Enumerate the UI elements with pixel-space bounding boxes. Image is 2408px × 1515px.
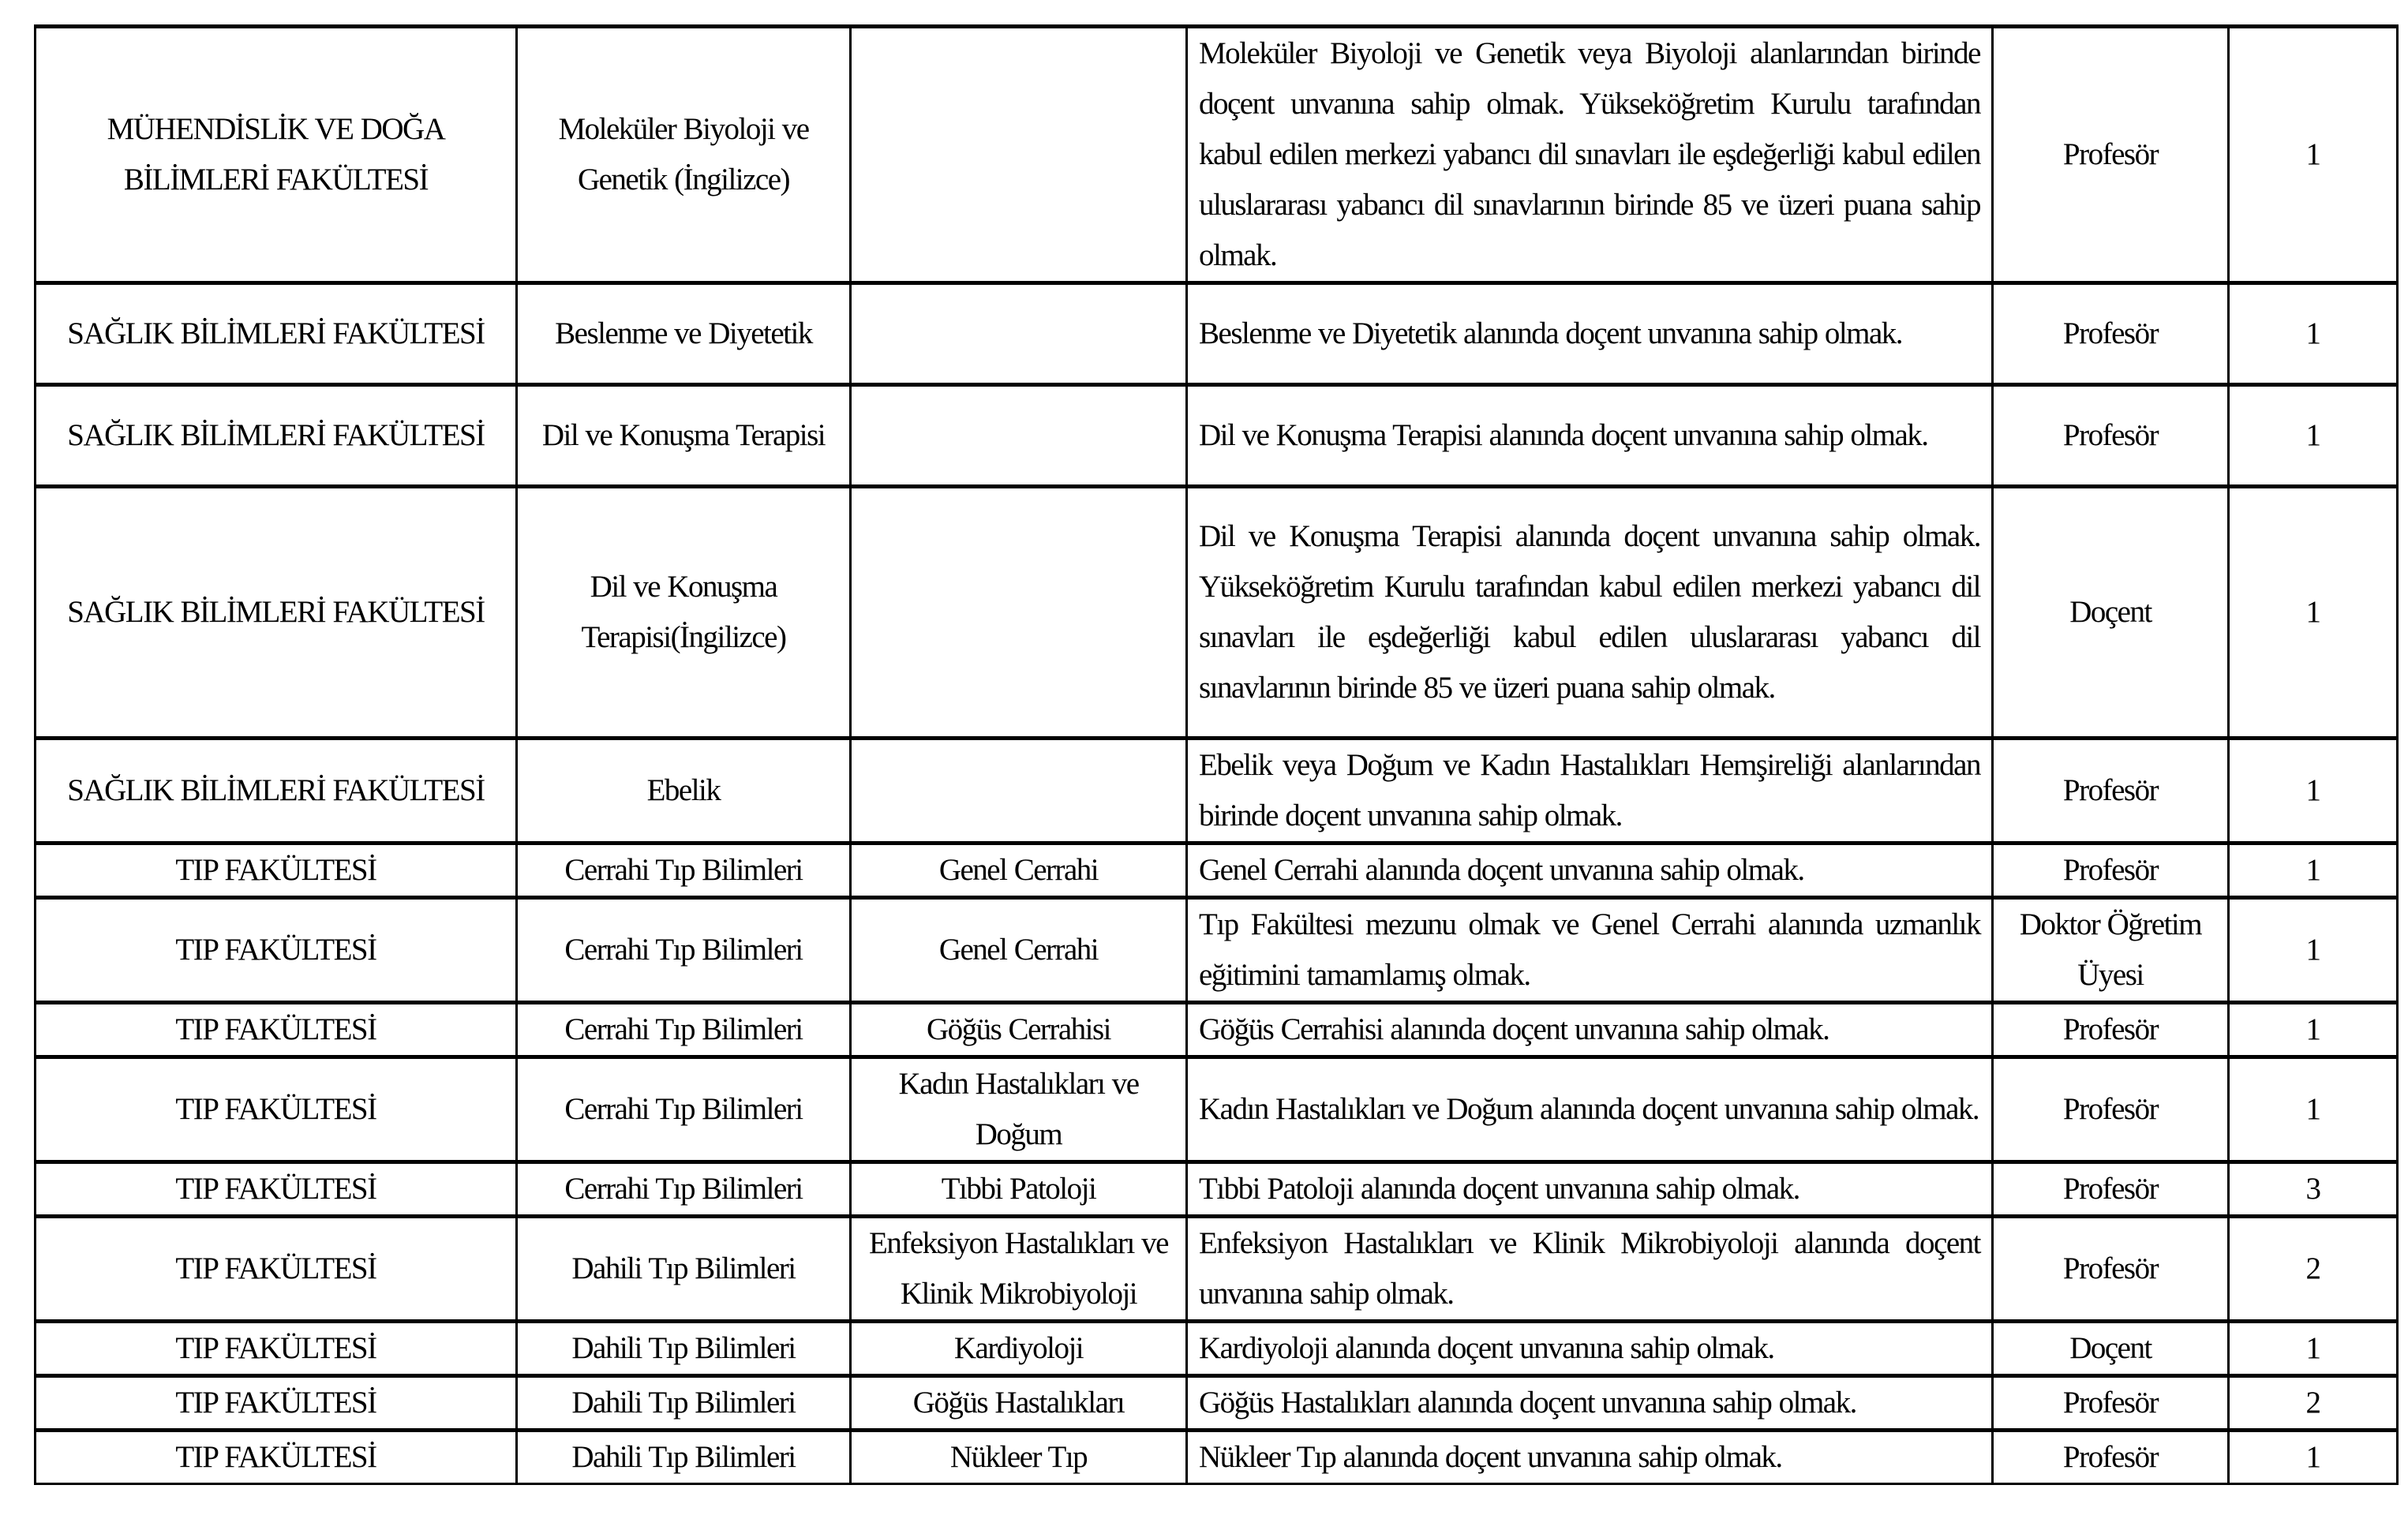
program-cell: Göğüs Hastalıkları	[851, 1376, 1187, 1431]
title-cell: Profesör	[1993, 283, 2229, 385]
requirement-cell: Tıbbi Patoloji alanında doçent unvanına sahip olmak.	[1187, 1162, 1993, 1217]
faculty-cell: SAĞLIK BİLİMLERİ FAKÜLTESİ	[36, 385, 517, 487]
table-body	[36, 27, 2398, 1484]
title-cell: Profesör	[1993, 1003, 2229, 1057]
table-row	[36, 385, 2398, 487]
faculty-cell: TIP FAKÜLTESİ	[36, 1162, 517, 1217]
table-row	[36, 1162, 2398, 1217]
program-cell	[851, 27, 1187, 283]
faculty-cell: TIP FAKÜLTESİ	[36, 1376, 517, 1431]
program-cell: Kardiyoloji	[851, 1322, 1187, 1376]
requirement-cell: Tıp Fakültesi mezunu olmak ve Genel Cerrahi alanında uzmanlık eğitimini tamamlamış olmak.	[1187, 898, 1993, 1003]
title-cell: Doktor Öğretim Üyesi	[1993, 898, 2229, 1003]
title-cell: Profesör	[1993, 1431, 2229, 1484]
title-cell: Profesör	[1993, 27, 2229, 283]
department-cell: Dahili Tıp Bilimleri	[517, 1322, 851, 1376]
title-cell: Profesör	[1993, 1376, 2229, 1431]
count-cell: 1	[2229, 1057, 2398, 1162]
department-cell: Ebelik	[517, 739, 851, 844]
department-cell: Cerrahi Tıp Bilimleri	[517, 1057, 851, 1162]
program-cell: Genel Cerrahi	[851, 898, 1187, 1003]
title-cell: Profesör	[1993, 1162, 2229, 1217]
requirement-cell: Beslenme ve Diyetetik alanında doçent unvanına sahip olmak.	[1187, 283, 1993, 385]
title-cell: Profesör	[1993, 1057, 2229, 1162]
title-cell: Profesör	[1993, 1217, 2229, 1322]
faculty-cell: TIP FAKÜLTESİ	[36, 1057, 517, 1162]
table-row	[36, 27, 2398, 283]
department-cell: Moleküler Biyoloji ve Genetik (İngilizce)	[517, 27, 851, 283]
count-cell: 1	[2229, 487, 2398, 739]
count-cell: 1	[2229, 385, 2398, 487]
program-cell	[851, 487, 1187, 739]
count-cell: 1	[2229, 283, 2398, 385]
program-cell: Göğüs Cerrahisi	[851, 1003, 1187, 1057]
count-cell: 1	[2229, 27, 2398, 283]
department-cell: Dahili Tıp Bilimleri	[517, 1431, 851, 1484]
table-row	[36, 844, 2398, 898]
count-cell: 1	[2229, 739, 2398, 844]
program-cell	[851, 385, 1187, 487]
table-row	[36, 898, 2398, 1003]
count-cell: 1	[2229, 898, 2398, 1003]
table-row	[36, 1376, 2398, 1431]
title-cell: Profesör	[1993, 739, 2229, 844]
department-cell: Cerrahi Tıp Bilimleri	[517, 844, 851, 898]
requirement-cell: Ebelik veya Doğum ve Kadın Hastalıkları Hemşireliği alanlarından birinde doçent unvanına sahip olmak.	[1187, 739, 1993, 844]
faculty-cell: TIP FAKÜLTESİ	[36, 1217, 517, 1322]
faculty-cell: TIP FAKÜLTESİ	[36, 1003, 517, 1057]
title-cell: Profesör	[1993, 844, 2229, 898]
faculty-cell: TIP FAKÜLTESİ	[36, 898, 517, 1003]
table-row	[36, 283, 2398, 385]
faculty-cell: TIP FAKÜLTESİ	[36, 1322, 517, 1376]
table-row	[36, 1003, 2398, 1057]
table-row	[36, 487, 2398, 739]
program-cell	[851, 739, 1187, 844]
department-cell: Dil ve Konuşma Terapisi(İngilizce)	[517, 487, 851, 739]
department-cell: Beslenme ve Diyetetik	[517, 283, 851, 385]
table-row	[36, 1431, 2398, 1484]
count-cell: 1	[2229, 1322, 2398, 1376]
department-cell: Cerrahi Tıp Bilimleri	[517, 898, 851, 1003]
program-cell	[851, 283, 1187, 385]
faculty-cell: TIP FAKÜLTESİ	[36, 844, 517, 898]
title-cell: Profesör	[1993, 385, 2229, 487]
department-cell: Cerrahi Tıp Bilimleri	[517, 1162, 851, 1217]
table-row	[36, 1322, 2398, 1376]
program-cell: Enfeksiyon Hastalıkları ve Klinik Mikrobiyoloji	[851, 1217, 1187, 1322]
count-cell: 1	[2229, 1431, 2398, 1484]
faculty-cell: MÜHENDİSLİK VE DOĞA BİLİMLERİ FAKÜLTESİ	[36, 27, 517, 283]
count-cell: 1	[2229, 1003, 2398, 1057]
faculty-cell: SAĞLIK BİLİMLERİ FAKÜLTESİ	[36, 283, 517, 385]
requirement-cell: Kadın Hastalıkları ve Doğum alanında doçent unvanına sahip olmak.	[1187, 1057, 1993, 1162]
requirement-cell: Dil ve Konuşma Terapisi alanında doçent unvanına sahip olmak.	[1187, 385, 1993, 487]
table-row	[36, 739, 2398, 844]
requirement-cell: Dil ve Konuşma Terapisi alanında doçent unvanına sahip olmak. Yükseköğretim Kurulu tarafından kabul edilen merkezi yabancı dil sınavları ile eşdeğerliği kabul edilen uluslararası yabancı dil sınavlarının birinde 85 ve üzeri puana sahip olmak.	[1187, 487, 1993, 739]
faculty-cell: TIP FAKÜLTESİ	[36, 1431, 517, 1484]
count-cell: 3	[2229, 1162, 2398, 1217]
positions-table	[34, 24, 2399, 1485]
department-cell: Dahili Tıp Bilimleri	[517, 1376, 851, 1431]
requirement-cell: Göğüs Cerrahisi alanında doçent unvanına sahip olmak.	[1187, 1003, 1993, 1057]
department-cell: Cerrahi Tıp Bilimleri	[517, 1003, 851, 1057]
title-cell: Doçent	[1993, 1322, 2229, 1376]
requirement-cell: Göğüs Hastalıkları alanında doçent unvanına sahip olmak.	[1187, 1376, 1993, 1431]
faculty-cell: SAĞLIK BİLİMLERİ FAKÜLTESİ	[36, 739, 517, 844]
count-cell: 2	[2229, 1217, 2398, 1322]
faculty-cell: SAĞLIK BİLİMLERİ FAKÜLTESİ	[36, 487, 517, 739]
title-cell: Doçent	[1993, 487, 2229, 739]
program-cell: Kadın Hastalıkları ve Doğum	[851, 1057, 1187, 1162]
department-cell: Dil ve Konuşma Terapisi	[517, 385, 851, 487]
count-cell: 2	[2229, 1376, 2398, 1431]
table-row	[36, 1057, 2398, 1162]
requirement-cell: Genel Cerrahi alanında doçent unvanına sahip olmak.	[1187, 844, 1993, 898]
count-cell: 1	[2229, 844, 2398, 898]
table-row	[36, 1217, 2398, 1322]
requirement-cell: Enfeksiyon Hastalıkları ve Klinik Mikrobiyoloji alanında doçent unvanına sahip olmak.	[1187, 1217, 1993, 1322]
program-cell: Tıbbi Patoloji	[851, 1162, 1187, 1217]
program-cell: Nükleer Tıp	[851, 1431, 1187, 1484]
program-cell: Genel Cerrahi	[851, 844, 1187, 898]
requirement-cell: Kardiyoloji alanında doçent unvanına sahip olmak.	[1187, 1322, 1993, 1376]
requirement-cell: Moleküler Biyoloji ve Genetik veya Biyoloji alanlarından birinde doçent unvanına sahip olmak. Yükseköğretim Kurulu tarafından kabul edilen merkezi yabancı dil sınavları ile eşdeğerliği kabul edilen uluslararası yabancı dil sınavlarının birinde 85 ve üzeri puana sahip olmak.	[1187, 27, 1993, 283]
department-cell: Dahili Tıp Bilimleri	[517, 1217, 851, 1322]
requirement-cell: Nükleer Tıp alanında doçent unvanına sahip olmak.	[1187, 1431, 1993, 1484]
